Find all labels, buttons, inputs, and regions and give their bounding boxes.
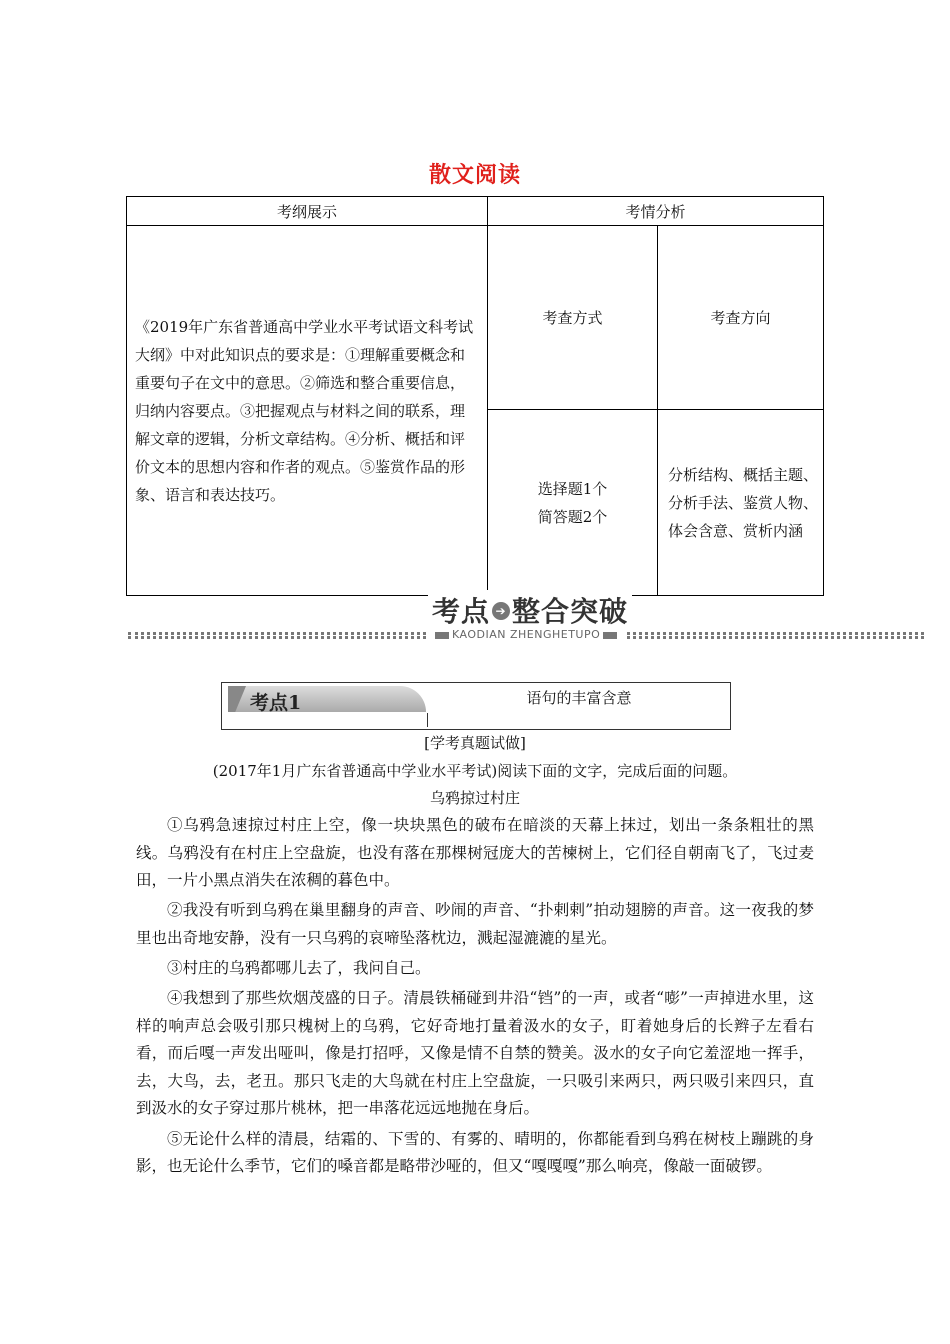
banner-title xyxy=(428,590,632,630)
banner-left: 考点 xyxy=(432,595,491,628)
syllabus-text: 《2019年广东省普通高中学业水平考试语文科考试大纲》中对此知识点的要求是：①理解重要概念和重要句子在文中的意思。②筛选和整合重要信息，归纳内容要点。③把握观点与材料之间的联系，理解文章的逻辑，分析文章结构。④分析、概括和评价文本的思想内容和作者的观点。⑤鉴赏作品的形象、语言和表达技巧。 xyxy=(127,226,488,596)
question-source: (2017年1月广东省普通高中学业水平考试)阅读下面的文字，完成后面的问题。 xyxy=(212,762,738,780)
syllabus-table xyxy=(126,196,824,596)
paragraph: ④我想到了那些炊烟茂盛的日子。清晨铁桶碰到井沿“铛”的一声，或者“嘭”一声掉进水里，这样的响声总会吸引那只槐树上的乌鸦，它好奇地打量着汲水的女子，盯着她身后的长辫子左看右看，而后嘎一声发出哑叫，像是打招呼，又像是情不自禁的赞美。汲水的女子向它羞涩地一挥手，去，大鸟，去，老丑。那只飞走的大鸟就在村庄上空盘旋，一只吸引来两只，两只吸引来四只，直到汲水的女子穿过那片桃林，把一串落花远远地抛在身后。 xyxy=(136,989,814,1118)
block-icon xyxy=(435,632,449,639)
badge-tab-shape xyxy=(228,686,246,712)
section-subheading: [学考真题试做] xyxy=(424,734,526,752)
kaodian-box xyxy=(221,682,731,730)
direction-cell: 分析结构、概括主题、分析手法、鉴赏人物、体会含意、赏析内涵 xyxy=(658,410,824,596)
kaodian-divider xyxy=(427,713,428,727)
passage-body xyxy=(136,812,814,1183)
banner-right: 整合突破 xyxy=(512,595,629,628)
method-header: 考查方式 xyxy=(488,226,658,410)
paragraph: ②我没有听到乌鸦在巢里翻身的声音、吵闹的声音、“扑剌剌”拍动翅膀的声音。这一夜我的梦里也出奇地安静，没有一只乌鸦的哀啼坠落枕边，溅起湿漉漉的星光。 xyxy=(136,901,814,947)
header-syllabus: 考纲展示 xyxy=(127,197,488,226)
method-line-1: 选择题1个 xyxy=(537,479,608,498)
paragraph: ①乌鸦急速掠过村庄上空，像一块块黑色的破布在暗淡的天幕上抹过，划出一条条粗壮的黑线。乌鸦没有在村庄上空盘旋，也没有落在那棵树冠庞大的苦楝树上，它们径自朝南飞了，飞过麦田，一片小黑点消失在浓稠的暮色中。 xyxy=(136,816,814,890)
passage-title: 乌鸦掠过村庄 xyxy=(429,789,520,807)
banner-subtitle-text: KAODIAN ZHENGHETUPO xyxy=(452,628,601,641)
paragraph: ③村庄的乌鸦都哪儿去了，我问自己。 xyxy=(167,958,431,977)
paragraph: ⑤无论什么样的清晨，结霜的、下雪的、有雾的、晴明的，你都能看到乌鸦在树枝上蹦跳的身影，也无论什么季节，它们的嗓音都是略带沙哑的，但又“嘎嘎嘎”那么响亮，像敲一面破锣。 xyxy=(136,1129,814,1176)
method-line-2: 简答题2个 xyxy=(537,507,608,526)
page-title: 散文阅读 xyxy=(428,162,521,188)
kaodian-badge xyxy=(228,686,426,712)
block-icon xyxy=(603,632,617,639)
kaodian-title: 语句的丰富含意 xyxy=(526,689,632,707)
kaodian-label: 考点1 xyxy=(250,692,302,714)
arrow-icon: ➔ xyxy=(492,602,510,620)
section-banner xyxy=(128,592,924,648)
method-cell xyxy=(488,410,658,596)
header-analysis: 考情分析 xyxy=(488,197,824,226)
banner-subtitle xyxy=(428,628,624,641)
direction-header: 考查方向 xyxy=(658,226,824,410)
